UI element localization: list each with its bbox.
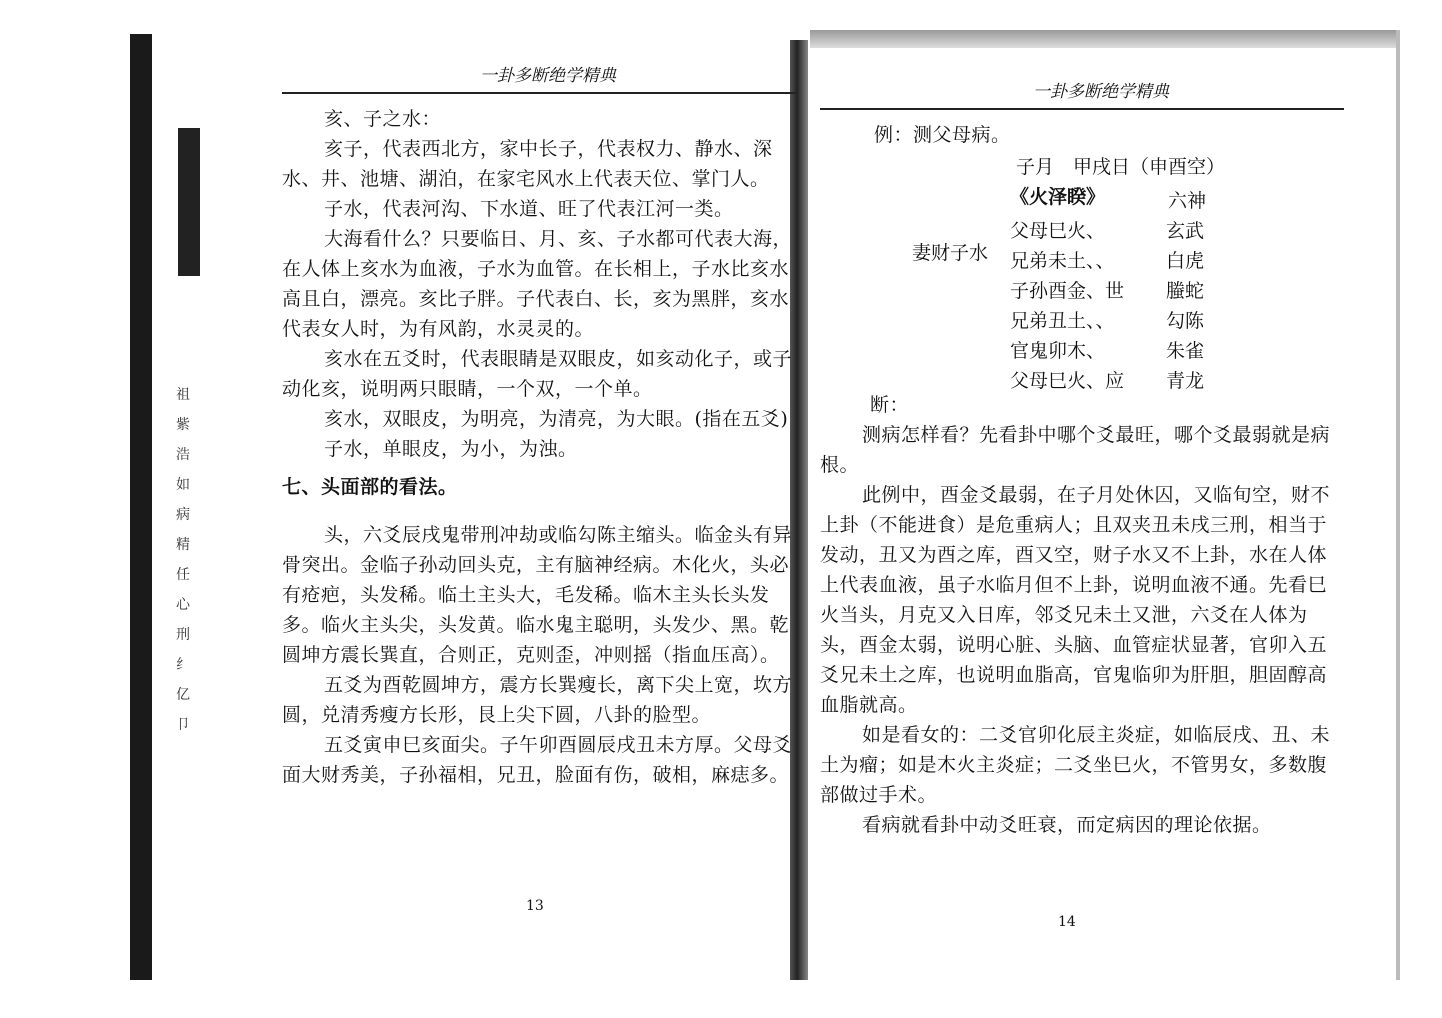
yao-line: 子孙酉金、世 [1010,280,1125,302]
margin-char: 病 [176,507,190,523]
running-head: 一卦多断绝学精典 [1033,82,1169,102]
margin-char: 浩 [176,447,190,463]
hexagram-table [820,150,1344,392]
paragraph: 看病就看卦中动爻旺衰，而定病因的理论依据。 [862,814,1272,836]
hexagram-header: 子月 甲戌日（申酉空） [1016,156,1226,178]
paragraph: 测病怎样看？先看卦中哪个爻最旺，哪个爻最弱就是病根。 [820,424,1331,476]
paragraph: 子水，代表河沟、下水道、旺了代表江河一类。 [324,198,734,220]
paragraph: 五爻寅申巳亥面尖。子午卯酉圆辰戌丑未方厚。父母爻面大财秀美，子孙福相，兄丑，脸面有伤，破相，麻痣多。 [282,734,793,786]
paragraph: 此例中，酉金爻最弱，在子月处休囚，又临旬空，财不上卦（不能进食）是危重病人；且双夹丑未戌三刑，相当于发动，丑又为酉之库，酉又空，财子水又不上卦，水在人体上代表血液，虽子水临月但不上卦，说明血液不通。先看巳火当头，月克又入日库，邻爻兄未土又泄，六爻在人体为头，酉金太弱，说明心脏、头脑、血管症状显著，官卯入五爻兄未土之库，也说明血脂高，官鬼临卯为肝胆，胆固醇高血脂就高。 [820,484,1331,716]
page-number: 13 [526,898,544,914]
margin-char: 如 [176,477,190,493]
paragraph: 五爻为酉乾圆坤方，震方长巽瘦长，离下尖上宽，坎方圆，兑清秀瘦方长形，艮上尖下圆，八卦的脸型。 [282,674,793,726]
binding-strip [130,34,152,980]
duan-label: 断： [870,394,910,416]
paragraph: 亥水在五爻时，代表眼睛是双眼皮，如亥动化子，或子动化亥，说明两只眼睛，一个双，一个单。 [282,348,793,400]
paragraph: 亥水，双眼皮，为明亮，为清亮，为大眼。(指在五爻) [324,408,789,430]
paragraph: 头，六爻辰戌鬼带刑冲劫或临勾陈主缩头。临金头有异骨突出。金临子孙动回头克，主有脑神经病。木化火，头必有疮疤，头发稀。临土主头大，毛发稀。临木主头长头发多。临火主头尖，头发黄。临水鬼主聪明，头发少、黑。乾圆坤方震长巽直，合则正，克则歪，冲则摇（指血压高）。 [282,524,793,666]
hexagram-name: 《火泽睽》 [1010,186,1106,208]
adjacent-page-fragment [176,380,192,740]
yao-line: 兄弟未土、、 [1010,250,1115,272]
six-god: 青龙 [1166,370,1205,392]
margin-char: 亿 [176,687,190,703]
margin-char: 任 [176,567,190,583]
left-page [282,64,796,790]
right-body [820,420,1344,840]
page-edge-right [1396,30,1400,980]
six-god: 朱雀 [1166,340,1205,362]
paragraph: 亥子，代表西北方，家中长子，代表权力、静水、深水、井、池塘、湖泊，在家宅风水上代表天位、掌门人。 [282,138,773,190]
six-god: 白虎 [1166,250,1205,272]
margin-char: 卩 [176,717,190,733]
header-rule [282,92,796,94]
example-title: 例：测父母病。 [874,124,1011,146]
scan-shadow-top [810,30,1400,48]
margin-char: 祖 [176,387,190,403]
yao-line: 父母巳火、应 [1010,370,1125,392]
header-rule [820,108,1344,110]
left-body [282,104,796,464]
running-head: 一卦多断绝学精典 [480,66,616,86]
margin-char: 紫 [176,417,190,433]
six-gods-title: 六神 [1168,190,1207,212]
six-god: 勾陈 [1166,310,1205,332]
page-number: 14 [1058,914,1076,930]
six-god: 螣蛇 [1166,280,1205,302]
fushen-label: 妻财子水 [912,242,989,264]
section-heading: 七、头面部的看法。 [282,476,458,498]
left-body-2 [282,520,796,790]
margin-char: 精 [176,537,190,553]
right-page [820,80,1344,840]
paragraph: 亥、子之水： [324,108,442,130]
paragraph: 子水，单眼皮，为小，为浊。 [324,438,578,460]
six-god: 玄武 [1166,220,1205,242]
yao-line: 官鬼卯木、 [1010,340,1106,362]
margin-char: 纟 [176,657,190,673]
margin-char: 心 [176,597,190,613]
yao-line: 兄弟丑土、、 [1010,310,1115,332]
paragraph: 如是看女的：二爻官卯化辰主炎症，如临辰戌、丑、未土为瘤；如是木火主炎症；二爻坐巳火，不管男女，多数腹部做过手术。 [820,724,1331,806]
margin-char: 刑 [176,627,190,643]
yao-line: 父母巳火、 [1010,220,1106,242]
paragraph: 大海看什么？只要临日、月、亥、子水都可代表大海，在人体上亥水为血液，子水为血管。在长相上，子水比亥水高且白，漂亮。亥比子胖。子代表白、长，亥为黑胖，亥水代表女人时，为有风韵，水灵灵的。 [282,228,793,340]
binding-strip-inner [178,128,200,276]
